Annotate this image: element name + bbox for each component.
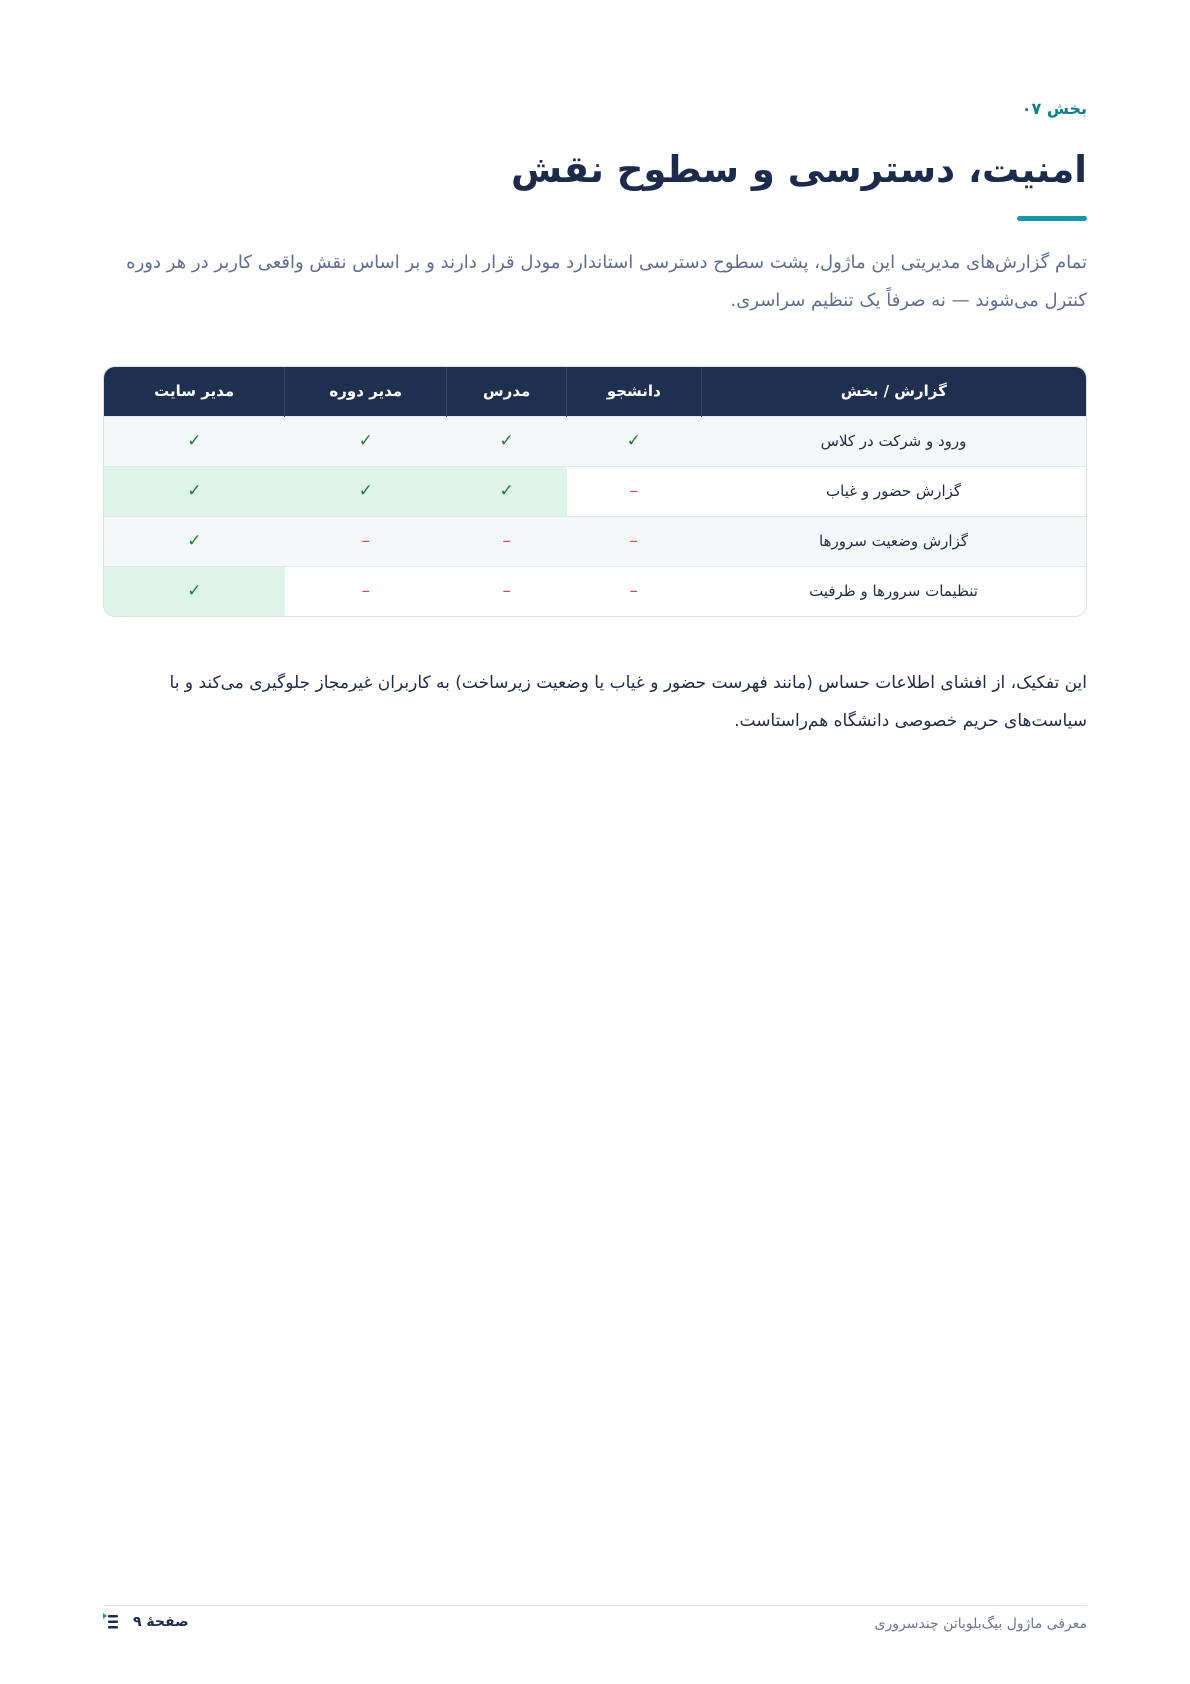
page-title: امنیت، دسترسی و سطوح نقش xyxy=(511,148,1087,191)
header-report: گزارش / بخش xyxy=(701,367,1086,416)
check-icon: ✓ xyxy=(499,481,514,501)
check-icon: ✓ xyxy=(187,481,202,501)
cell-student xyxy=(567,566,702,616)
check-icon: ✓ xyxy=(499,431,514,451)
intro-paragraph: تمام گزارش‌های مدیریتی این ماژول، پشت سطوح دسترسی استاندارد مودل قرار دارند و بر اساس نقش واقعی کاربر در هر دوره کنترل می‌شوند — نه صرفاً یک تنظیم سراسری. xyxy=(126,252,1087,311)
page-number-label: صفحهٔ ۹ xyxy=(133,1614,189,1630)
dash-icon: – xyxy=(361,531,370,551)
dash-icon: – xyxy=(629,531,639,551)
footer-divider xyxy=(103,1605,1087,1606)
cell-teacher xyxy=(447,466,567,516)
check-icon: ✓ xyxy=(358,431,373,451)
check-icon: ✓ xyxy=(358,481,373,501)
dash-icon: – xyxy=(361,581,370,602)
cell-student xyxy=(567,516,702,566)
dash-icon: – xyxy=(502,531,511,551)
cell-teacher xyxy=(447,516,567,566)
cell-site-admin xyxy=(104,466,285,516)
title-underline xyxy=(1017,216,1087,221)
cell-teacher xyxy=(447,566,567,616)
permissions-table xyxy=(103,366,1087,617)
table-header-row xyxy=(104,367,1086,416)
cell-site-admin xyxy=(104,416,285,466)
dash-icon: – xyxy=(629,481,639,501)
table-row xyxy=(104,566,1086,616)
cell-student xyxy=(567,466,702,516)
dash-icon: – xyxy=(502,581,511,602)
check-icon: ✓ xyxy=(187,581,202,602)
table-row xyxy=(104,416,1086,466)
row-label: گزارش وضعیت سرورها xyxy=(701,516,1086,566)
cell-teacher xyxy=(447,416,567,466)
header-teacher: مدرس xyxy=(447,367,567,416)
check-icon: ✓ xyxy=(187,431,202,451)
table-row xyxy=(104,466,1086,516)
dash-icon: – xyxy=(629,581,639,602)
list-logo-icon xyxy=(103,1613,123,1631)
footer-page-number xyxy=(103,1613,189,1631)
header-student: دانشجو xyxy=(567,367,702,416)
check-icon: ✓ xyxy=(626,431,641,451)
row-label: تنظیمات سرورها و ظرفیت xyxy=(701,566,1086,616)
section-label: بخش ۰۷ xyxy=(1021,99,1087,118)
cell-course-manager xyxy=(285,466,447,516)
row-label: گزارش حضور و غیاب xyxy=(701,466,1086,516)
row-label: ورود و شرکت در کلاس xyxy=(701,416,1086,466)
check-icon: ✓ xyxy=(187,531,202,551)
header-site-admin: مدیر سایت xyxy=(104,367,285,416)
document-page xyxy=(103,0,1087,1684)
table-row xyxy=(104,516,1086,566)
cell-student xyxy=(567,416,702,466)
cell-course-manager xyxy=(285,516,447,566)
header-course-manager: مدیر دوره xyxy=(285,367,447,416)
cell-course-manager xyxy=(285,416,447,466)
footer-document-title: معرفی ماژول بیگ‌بلوباتن چندسروری xyxy=(874,1616,1087,1632)
cell-site-admin xyxy=(104,516,285,566)
cell-course-manager xyxy=(285,566,447,616)
closing-paragraph: این تفکیک، از افشای اطلاعات حساس (مانند فهرست حضور و غیاب یا وضعیت زیرساخت) به کاربران غیرمجاز جلوگیری می‌کند و با سیاست‌های حریم خصوصی دانشگاه هم‌راستاست. xyxy=(169,673,1087,731)
cell-site-admin xyxy=(104,566,285,616)
